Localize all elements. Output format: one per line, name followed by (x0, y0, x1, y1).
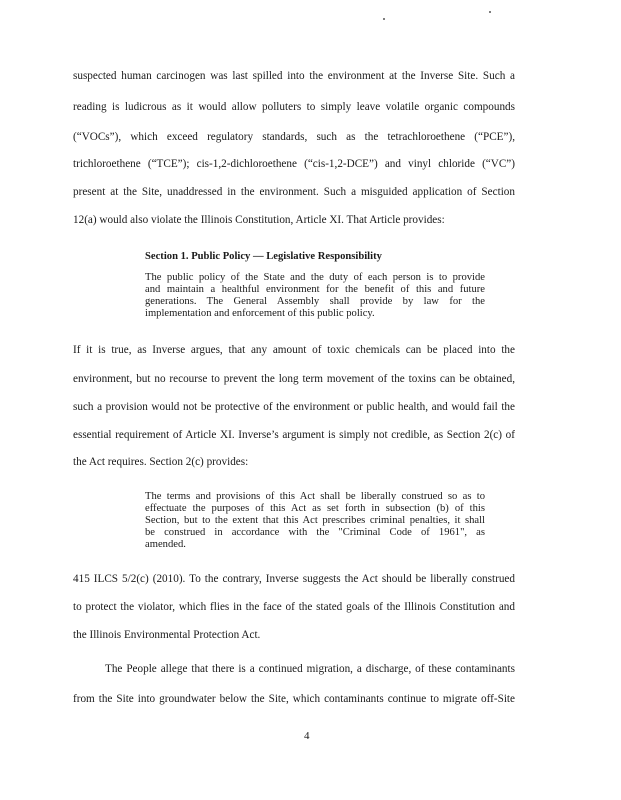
quote-heading: Section 1. Public Policy — Legislative Responsibility (145, 251, 382, 262)
text-line: reading is ludicrous as it would allow polluters to simply leave volatile organic compounds (73, 101, 515, 113)
quote-line: effectuate the purposes of this Act as set forth in subsection (b) of this (145, 503, 485, 514)
quote-line: The public policy of the State and the duty of each person is to provide (145, 272, 485, 283)
quote-line: generations. The General Assembly shall provide by law for the (145, 296, 485, 307)
quote-line: and maintain a healthful environment for the benefit of this and future (145, 284, 485, 295)
text-line: The People allege that there is a continued migration, a discharge, of these contaminants (105, 663, 515, 675)
text-line: (“VOCs”), which exceed regulatory standards, such as the tetrachloroethene (“PCE”), (73, 131, 515, 143)
block-quote-1 (145, 272, 485, 320)
text-line: the Act requires. Section 2(c) provides: (73, 456, 249, 468)
text-line: If it is true, as Inverse argues, that any amount of toxic chemicals can be placed into the (73, 344, 515, 356)
block-quote-2 (145, 491, 485, 551)
text-line: present at the Site, unaddressed in the environment. Such a misguided application of Section (73, 186, 515, 198)
quote-line: implementation and enforcement of this public policy. (145, 308, 375, 319)
text-line: 415 ILCS 5/2(c) (2010). To the contrary, Inverse suggests the Act should be liberally construed (73, 573, 515, 585)
text-line: environment, but no recourse to prevent the long term movement of the toxins can be obtained, (73, 373, 515, 385)
text-line: to protect the violator, which flies in the face of the stated goals of the Illinois Constitution and (73, 601, 515, 613)
text-line: such a provision would not be protective of the environment or public health, and would fail the (73, 401, 515, 413)
quote-line: The terms and provisions of this Act shall be liberally construed so as to (145, 491, 485, 502)
page-number: 4 (304, 730, 310, 742)
text-line: the Illinois Environmental Protection Act. (73, 629, 261, 641)
text-line: suspected human carcinogen was last spilled into the environment at the Inverse Site. Such a (73, 70, 515, 82)
text-line: trichloroethene (“TCE”); cis-1,2-dichloroethene (“cis-1,2-DCE”) and vinyl chloride (“VC”) (73, 158, 515, 170)
quote-line: Section, but to the extent that this Act prescribes criminal penalties, it shall (145, 515, 485, 526)
quote-line: amended. (145, 539, 186, 550)
text-line: from the Site into groundwater below the Site, which contaminants continue to migrate off-Site (73, 693, 515, 705)
text-line: 12(a) would also violate the Illinois Constitution, Article XI. That Article provides: (73, 214, 445, 226)
quote-line: be construed in accordance with the "Criminal Code of 1961", as (145, 527, 485, 538)
scan-speck (489, 11, 491, 13)
text-line: essential requirement of Article XI. Inverse’s argument is simply not credible, as Section 2(c) of (73, 429, 515, 441)
scan-speck (383, 18, 385, 20)
